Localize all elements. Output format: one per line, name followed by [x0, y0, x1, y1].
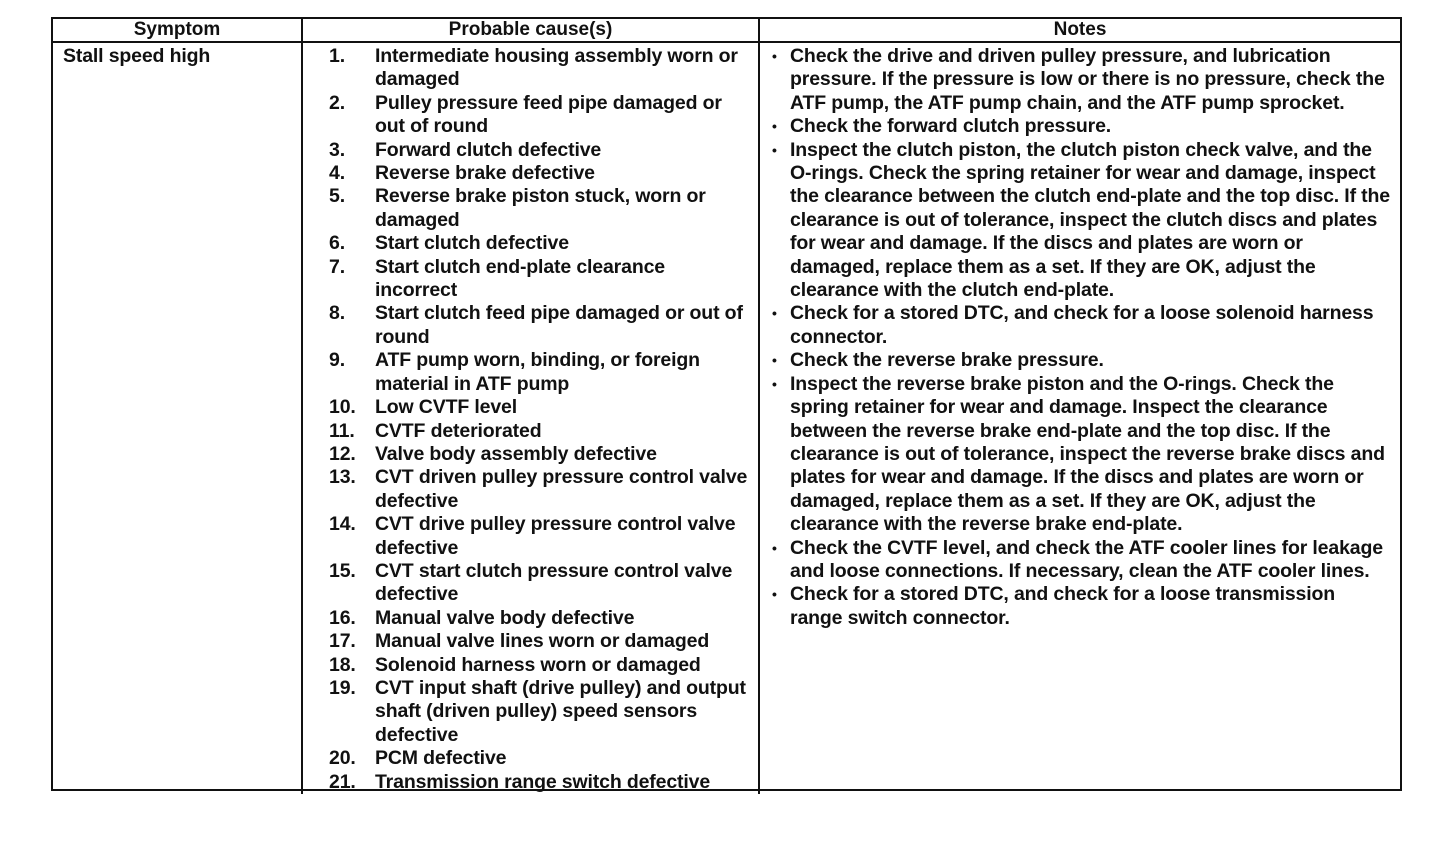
cause-number-text: 14. [329, 513, 356, 536]
cause-number [303, 747, 375, 770]
header-symptom: Symptom [53, 19, 302, 42]
note-item [772, 537, 1392, 584]
cause-number [303, 654, 375, 677]
cause-item [303, 513, 758, 560]
cause-number [303, 302, 375, 349]
cause-number [303, 92, 375, 139]
cause-number-text: 20. [329, 747, 356, 770]
cause-item [303, 302, 758, 349]
cause-text: Intermediate housing assembly worn or damaged [375, 45, 738, 91]
cause-item [303, 443, 758, 466]
cause-text: Forward clutch defective [375, 138, 602, 161]
cause-number-text: 2. [329, 91, 345, 114]
cause-number [303, 771, 375, 794]
causes-list [303, 43, 758, 794]
bullet-icon: • [772, 586, 777, 603]
header-row [53, 19, 1400, 42]
cause-item [303, 139, 758, 162]
cause-number-text: 12. [329, 442, 356, 465]
cause-item [303, 162, 758, 185]
note-text: Inspect the reverse brake piston and the O-rings. Check the spring retainer for wear and damage. Inspect the clearance between the reverse brake end-plate and the top disc. If the clearance is out of tolerance, inspect the reverse brake discs and plates for wear and damage. If the discs and plates are worn or damaged, replace them as a set. If they are OK, adjust the clearance with the reverse brake end-plate. [790, 372, 1385, 536]
bullet-icon: • [772, 141, 777, 158]
cause-number [303, 420, 375, 443]
cause-text: ATF pump worn, binding, or foreign material in ATF pump [375, 349, 700, 395]
cause-number-text: 1. [329, 45, 345, 67]
cause-number-text: 13. [329, 466, 356, 489]
cause-text: Start clutch defective [375, 232, 569, 255]
cause-text: CVT input shaft (drive pulley) and output shaft (driven pulley) speed sensors defective [375, 676, 746, 746]
troubleshooting-table [51, 17, 1402, 791]
bullet-icon: • [772, 375, 777, 392]
troubleshooting-grid [53, 19, 1400, 794]
cause-number [303, 443, 375, 466]
cause-number-text: 8. [329, 302, 345, 325]
header-notes: Notes [759, 19, 1400, 42]
cause-text: Reverse brake defective [375, 162, 595, 185]
cause-text: Solenoid harness worn or damaged [375, 653, 701, 676]
note-item [772, 302, 1392, 349]
note-item [772, 45, 1392, 115]
cause-number [303, 232, 375, 255]
cause-number [303, 396, 375, 419]
cause-number [303, 139, 375, 162]
cause-item [303, 185, 758, 232]
cause-number [303, 677, 375, 747]
cause-number-text: 5. [329, 185, 345, 208]
cause-number [303, 45, 375, 92]
note-item [772, 583, 1392, 630]
symptom-row [53, 42, 1400, 794]
cause-number [303, 513, 375, 560]
note-item [772, 139, 1392, 303]
cause-text: Manual valve lines worn or damaged [375, 630, 710, 653]
cause-number-text: 7. [329, 255, 345, 278]
note-text: Inspect the clutch piston, the clutch piston check valve, and the O-rings. Check the spring retainer for wear and damage, inspect the clearance between the clutch end-plate and the top disc. If the clearance is out of tolerance, inspect the clutch discs and plates for wear and damage. If the discs and plates are worn or damaged, replace them as a set. If they are OK, adjust the clearance with the clutch end-plate. [790, 138, 1390, 302]
cause-number-text: 4. [329, 162, 345, 185]
cause-number [303, 185, 375, 232]
cause-number-text: 19. [329, 676, 356, 699]
cause-number [303, 630, 375, 653]
cause-number [303, 256, 375, 303]
cause-item [303, 677, 758, 747]
cause-item [303, 654, 758, 677]
cause-number-text: 11. [329, 419, 355, 442]
bullet-icon: • [772, 118, 777, 135]
cause-text: CVT driven pulley pressure control valve defective [375, 466, 748, 512]
causes-cell [302, 42, 759, 794]
cause-text: Start clutch end-plate clearance incorrect [375, 255, 665, 302]
cause-item [303, 45, 758, 92]
cause-number [303, 349, 375, 396]
cause-item [303, 420, 758, 443]
cause-item [303, 349, 758, 396]
cause-item [303, 92, 758, 139]
cause-number-text: 18. [329, 653, 356, 676]
cause-item [303, 560, 758, 607]
note-text: Check the reverse brake pressure. [790, 349, 1104, 372]
cause-number [303, 466, 375, 513]
note-text: Check the forward clutch pressure. [790, 115, 1112, 138]
cause-item [303, 607, 758, 630]
bullet-icon: • [772, 352, 777, 369]
cause-item [303, 466, 758, 513]
cause-number-text: 15. [329, 559, 356, 582]
cause-text: CVT start clutch pressure control valve defective [375, 559, 733, 606]
cause-number [303, 162, 375, 185]
cause-text: PCM defective [375, 747, 507, 770]
cause-number [303, 607, 375, 630]
cause-item [303, 630, 758, 653]
cause-text: CVTF deteriorated [375, 419, 542, 442]
note-text: Check for a stored DTC, and check for a loose transmission range switch connector. [790, 583, 1336, 629]
cause-text: Valve body assembly defective [375, 442, 657, 465]
bullet-icon: • [772, 305, 777, 322]
symptom-cell [53, 42, 302, 794]
cause-text: Reverse brake piston stuck, worn or damaged [375, 185, 706, 231]
note-text: Check the drive and driven pulley pressure, and lubrication pressure. If the pressure is low or there is no pressure, check the ATF pump, the ATF pump chain, and the ATF pump sprocket. [790, 45, 1385, 114]
cause-item [303, 232, 758, 255]
cause-number-text: 21. [329, 770, 356, 793]
cause-number-text: 9. [329, 349, 345, 372]
bullet-icon: • [772, 539, 777, 556]
cause-number-text: 17. [329, 630, 356, 653]
cause-number-text: 6. [329, 232, 345, 255]
note-item [772, 349, 1392, 372]
cause-number-text: 10. [329, 396, 356, 419]
cause-text: Low CVTF level [375, 396, 518, 419]
cause-number-text: 3. [329, 138, 345, 161]
cause-text: Transmission range switch defective [375, 770, 711, 793]
cause-text: CVT drive pulley pressure control valve defective [375, 513, 736, 559]
note-text: Check the CVTF level, and check the ATF cooler lines for leakage and loose connections. If necessary, clean the ATF cooler lines. [790, 536, 1383, 582]
symptom-text: Stall speed high [63, 45, 211, 67]
cause-text: Manual valve body defective [375, 606, 635, 629]
cause-item [303, 256, 758, 303]
note-text: Check for a stored DTC, and check for a loose solenoid harness connector. [790, 302, 1374, 348]
header-probable-causes: Probable cause(s) [302, 19, 759, 42]
note-item [772, 373, 1392, 537]
cause-item [303, 747, 758, 770]
cause-number [303, 560, 375, 607]
cause-number-text: 16. [329, 606, 356, 629]
bullet-icon: • [772, 48, 777, 64]
notes-list [760, 43, 1400, 630]
cause-text: Pulley pressure feed pipe damaged or out of round [375, 91, 722, 138]
cause-item [303, 396, 758, 419]
notes-cell [759, 42, 1400, 794]
note-item [772, 115, 1392, 138]
cause-text: Start clutch feed pipe damaged or out of round [375, 302, 743, 348]
cause-item [303, 771, 758, 794]
